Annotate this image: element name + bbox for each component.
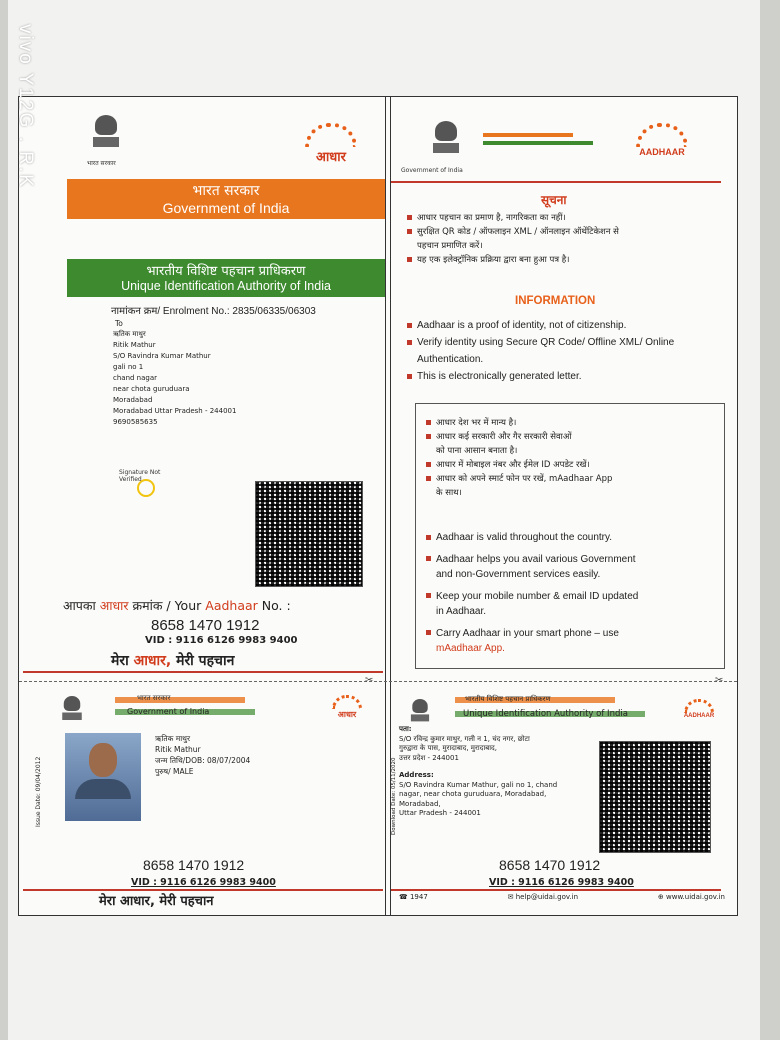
uidai-hindi: भारतीय विशिष्ट पहचान प्राधिकरण [146,264,306,279]
aadhaar-info-box [415,403,725,669]
aadhaar-logo-text: AADHAAR [683,713,715,719]
address-line: 9690585635 [113,418,158,426]
address-line: S/O रविन्द्र कुमार माथुर, गली न 1, चंद नगर, छोटा [399,734,530,743]
holder-dob: जन्म तिथि/DOB: 08/07/2004 [155,756,251,765]
card-aadhaar-number: 8658 1470 1912 [143,857,245,873]
box-text: आधार को अपने स्मार्ट फोन पर रखें, mAadhaar App [436,474,613,484]
signature-text: Signature Not Verified [119,469,161,483]
address-line: Ritik Mathur [113,341,156,349]
aadhaar-logo-icon [675,699,723,719]
info-item [407,368,674,385]
box-item [426,641,638,657]
box-item [426,486,612,500]
info-item [407,351,674,368]
gov-hindi: भारत सरकार [192,183,260,199]
scissor-icon: ✂ [715,675,724,686]
box-text: mAadhaar App. [436,643,505,654]
email-address: help@uidai.gov.in [515,893,579,901]
card-gov-english: Government of India [127,707,210,716]
qr-code [255,481,363,587]
address-line: उत्तर प्रदेश - 244001 [399,753,459,762]
address-line: Uttar Pradesh - 244001 [399,809,481,817]
card-vid: VID : 9116 6126 9983 9400 [131,877,276,888]
info-list [407,317,674,385]
mail-icon: ✉ [507,893,516,901]
notice-title: सूचना [541,193,567,207]
box-item [426,416,612,430]
aadhaar-logo-text: आधार [316,150,346,165]
aadhaar-letter [18,96,738,916]
address-line: chand nagar [113,374,158,382]
website: www.uidai.gov.in [666,893,725,901]
gov-caption: Government of India [401,167,463,174]
phone-icon: ☎ [399,893,410,901]
red-rule [23,671,383,673]
phone-contact [399,893,428,901]
card-slogan: मेरा आधार, मेरी पहचान [99,894,214,909]
notice-item [407,225,619,239]
notice-text: सुरक्षित QR कोड / ऑफलाइन XML / ऑनलाइन ऑथेंटिकेशन से [417,227,619,237]
address-line: S/O Ravindra Kumar Mathur [113,352,211,360]
address-line: Moradabad Uttar Pradesh - 244001 [113,407,237,415]
holder-photo [65,733,141,821]
aadhaar-logo-text: AADHAAR [639,147,685,157]
box-hindi-list [426,416,612,500]
scissor-icon: ✂ [365,675,374,686]
box-text: आधार देश भर में मान्य है। [436,418,517,428]
card-qr-code [599,741,711,853]
card-aadhaar-number: 8658 1470 1912 [499,857,601,873]
camera-watermark: vivo Y12G . R.K [15,24,36,189]
enrolment-number: नामांकन क्रम/ Enrolment No.: 2835/06335/06303 [111,306,316,317]
tricolor-orange [115,697,245,703]
box-text: के साथ। [436,488,462,498]
download-date: Download Date: 05/11/2020 [391,757,397,835]
info-text: Aadhaar is a proof of identity, not of citizenship. [417,320,627,331]
notice-item [407,253,619,267]
signature-block [119,469,179,501]
box-text: and non-Government services easily. [436,569,601,580]
info-text: This is electronically generated letter. [417,371,582,382]
label-part: आपका [63,598,96,613]
aadhaar-logo-text: आधार [337,710,357,719]
holder-gender: पुरुष/ MALE [155,767,194,776]
mailing-address [113,329,236,428]
box-text: आधार कई सरकारी और गैर सरकारी सेवाओं [436,432,572,442]
notice-text: आधार पहचान का प्रमाण है, नागरिकता का नहीं। [417,213,566,223]
email-contact [508,893,578,901]
your-aadhaar-label [63,597,291,614]
box-item [426,458,612,472]
box-text: Aadhaar is valid throughout the country. [436,532,613,543]
aadhaar-logo-icon [621,123,703,157]
address-line: Moradabad, [399,799,441,808]
info-text: Authentication. [417,354,484,365]
notice-list [407,211,619,267]
box-text: Aadhaar helps you avail various Government [436,553,636,565]
web-contact [658,893,725,901]
address-line: near chota guruduara [113,385,190,393]
info-text: Verify identity using Secure QR Code/ Offline XML/ Online [417,337,675,348]
slogan-part: आधार, [133,653,172,669]
aadhaar-logo-icon [295,123,367,165]
holder-name: Ritik Mathur [155,745,201,754]
emblem-caption: भारत सरकार [87,160,116,167]
label-part: आधार [99,598,129,613]
info-title: INFORMATION [515,295,596,307]
address-line: S/O Ravindra Kumar Mathur, gali no 1, chand [399,780,558,789]
box-text: आधार में मोबाइल नंबर और ईमेल ID अपडेट रखें। [436,460,590,470]
tricolor-orange [483,133,573,137]
box-item [426,589,638,605]
label-part: क्रमांक / Your [132,598,202,613]
slogan [111,651,234,670]
box-text: in Aadhaar. [436,606,487,617]
aadhaar-logo-icon [325,695,369,720]
label-part: No. : [261,598,291,613]
info-item [407,317,674,334]
address-line: ऋतिक माथुर [113,330,146,338]
box-item [426,552,638,568]
address-line: gali no 1 [113,363,144,371]
box-text: को पाना आसान बनाता है। [436,446,518,456]
to-label: To [115,319,123,328]
box-item [426,604,638,620]
globe-icon: ⊕ [657,893,667,901]
national-emblem-icon [93,115,119,155]
cut-line [19,681,737,682]
info-item [407,334,674,351]
box-english-list [426,530,638,657]
slogan-part: मेरी पहचान [176,653,235,669]
box-item [426,626,638,642]
notice-item [407,239,619,253]
box-text: Carry Aadhaar in your smart phone – use [436,627,619,639]
gov-band [67,179,385,219]
address-label-english: Address: [399,771,434,779]
box-item [426,472,612,486]
notice-item [407,211,619,225]
holder-name-hindi: ऋतिक माथुर [155,734,191,743]
box-item [426,567,638,583]
label-part: Aadhaar [205,598,258,613]
notice-text: पहचान प्रमाणित करें। [417,241,483,251]
phone-number: 1947 [409,893,428,901]
address-label-hindi: पता: [399,725,412,733]
card-uidai-english: Unique Identification Authority of India [463,709,628,719]
aadhaar-number: 8658 1470 1912 [151,617,260,634]
box-item [426,444,612,458]
address-line: गुरुद्वारा के पास, मुरादाबाद, मुरादाबाद, [399,744,497,752]
vid-number: VID : 9116 6126 9983 9400 [145,635,298,646]
box-item [426,530,638,546]
address-line: nagar, near chota guruduara, Moradabad, [399,790,547,798]
address-line: Moradabad [113,396,153,404]
red-rule [391,181,721,183]
contact-bar [399,893,725,901]
issue-date: Issue Date: 09/04/2012 [35,756,42,827]
card-uidai-hindi: भारतीय विशिष्ट पहचान प्राधिकरण [465,695,551,703]
check-icon [137,479,155,497]
card-address [399,725,557,819]
uidai-band [67,259,385,297]
red-rule [391,889,721,891]
national-emblem-icon [62,696,82,726]
gov-english: Government of India [162,200,290,216]
slogan-part: मेरा [111,653,129,669]
box-item [426,430,612,444]
notice-text: यह एक इलेक्ट्रॉनिक प्रक्रिया द्वारा बना हुआ पत्र है। [417,255,570,265]
national-emblem-icon [411,699,429,727]
holder-details [155,733,250,777]
national-emblem-icon [433,121,459,161]
card-gov-hindi: भारत सरकार [137,694,171,702]
tricolor-green [483,141,593,145]
box-text: Keep your mobile number & email ID updated [436,590,639,602]
uidai-english: Unique Identification Authority of India [121,279,331,293]
card-vid: VID : 9116 6126 9983 9400 [489,877,634,888]
